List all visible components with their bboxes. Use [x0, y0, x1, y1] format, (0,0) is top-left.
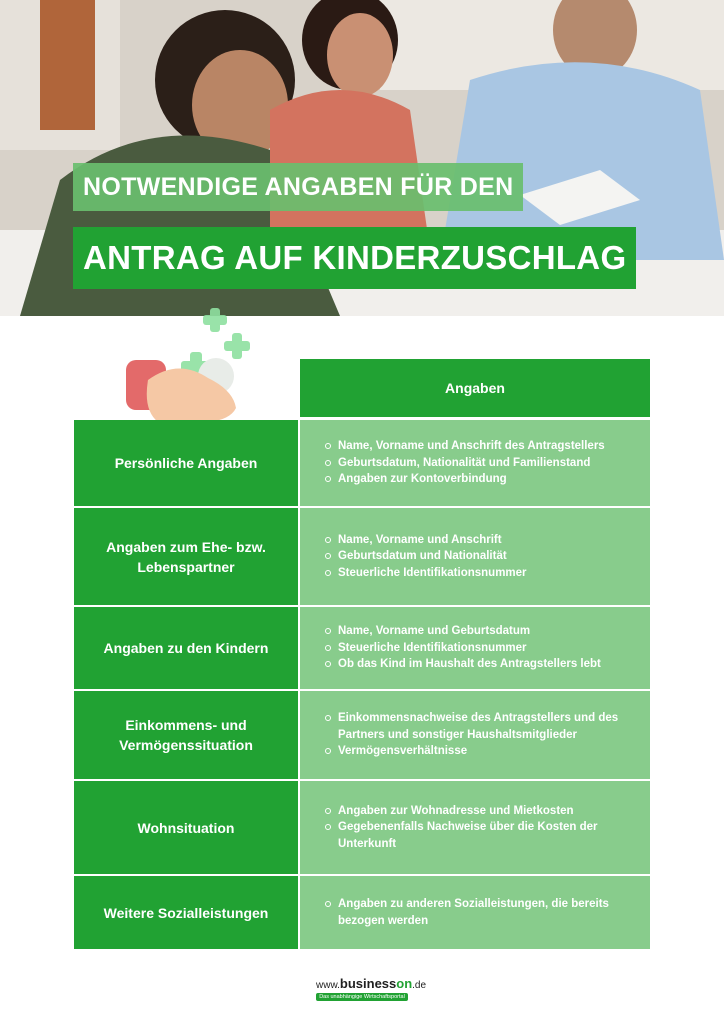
row-label: Wohnsituation	[74, 781, 298, 874]
detail-list	[338, 438, 605, 488]
detail-list	[338, 803, 638, 853]
row-label: Persönliche Angaben	[74, 420, 298, 506]
title-line-2: ANTRAG AUF KINDERZUSCHLAG	[73, 227, 636, 289]
detail-list-item: Geburtsdatum, Nationalität und Familienstand	[338, 455, 605, 472]
title-line-1: NOTWENDIGE ANGABEN FÜR DEN	[73, 163, 523, 211]
detail-list-item: Name, Vorname und Geburtsdatum	[338, 623, 601, 640]
detail-list	[338, 896, 638, 929]
row-label: Angaben zu den Kindern	[74, 607, 298, 689]
detail-list-item: Ob das Kind im Haushalt des Antragstellers lebt	[338, 656, 601, 673]
hand-with-plus-icons-illustration	[118, 300, 268, 430]
detail-list-item: Angaben zur Kontoverbindung	[338, 471, 605, 488]
detail-list-item: Gegebenenfalls Nachweise über die Kosten der Unterkunft	[338, 819, 638, 852]
column-header-angaben: Angaben	[300, 359, 650, 417]
row-details	[300, 781, 650, 874]
row-details	[300, 420, 650, 506]
detail-list-item: Angaben zu anderen Sozialleistungen, die bereits bezogen werden	[338, 896, 638, 929]
logo-suffix: .de	[412, 980, 427, 991]
detail-list	[338, 532, 527, 582]
row-details	[300, 607, 650, 689]
detail-list-item: Name, Vorname und Anschrift des Antragstellers	[338, 438, 605, 455]
detail-list-item: Name, Vorname und Anschrift	[338, 532, 527, 549]
detail-list-item: Angaben zur Wohnadresse und Mietkosten	[338, 803, 638, 820]
logo-on: on	[396, 976, 413, 991]
row-details	[300, 691, 650, 779]
detail-list-item: Steuerliche Identifikationsnummer	[338, 640, 601, 657]
row-label: Angaben zum Ehe- bzw. Lebenspartner	[74, 508, 298, 605]
row-details	[300, 508, 650, 605]
logo-tagline: Das unabhängige Wirtschaftsportal	[316, 993, 408, 1001]
row-details	[300, 876, 650, 949]
businesson-logo	[316, 976, 427, 1001]
detail-list-item: Geburtsdatum und Nationalität	[338, 548, 527, 565]
logo-brand: business	[339, 976, 397, 991]
detail-list	[338, 623, 601, 673]
logo-prefix: www.	[316, 980, 340, 991]
detail-list-item: Einkommensnachweise des Antragstellers und des Partners und sonstiger Haushaltsmitglieder	[338, 710, 638, 743]
detail-list-item: Vermögensverhältnisse	[338, 743, 638, 760]
row-label: Weitere Sozialleistungen	[74, 876, 298, 949]
row-label: Einkommens- und Vermögenssituation	[74, 691, 298, 779]
detail-list-item: Steuerliche Identifikationsnummer	[338, 565, 527, 582]
detail-list	[338, 710, 638, 760]
